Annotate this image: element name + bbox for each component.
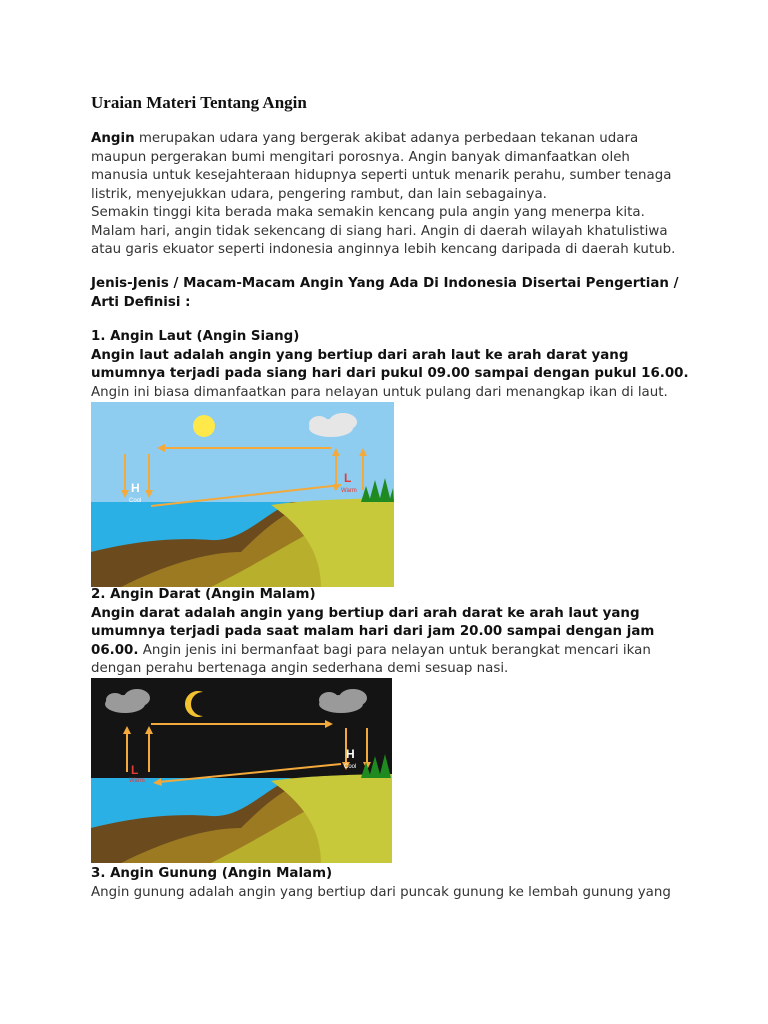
section-heading: 2. Angin Darat (Angin Malam) — [91, 587, 316, 602]
sun-icon — [193, 415, 215, 437]
section-text: Angin ini biasa dimanfaatkan para nelayan untuk pulang dari menangkap ikan di laut. — [91, 384, 668, 400]
section-bold-text: Angin darat adalah angin yang bertiup dari arah darat ke arah laut yang umumnya terjadi pada saat malam hari dari jam 20.00 sampai dengan jam 06.00. — [91, 605, 655, 658]
section-bold-text: Angin laut adalah angin yang bertiup dari arah laut ke arah darat yang umumnya terjadi pada siang hari dari pukul 09.00 sampai dengan pukul 16.00. — [91, 347, 689, 381]
warm-label: Warm — [129, 778, 145, 784]
section-heading: 3. Angin Gunung (Angin Malam) — [91, 866, 333, 881]
land-breeze-diagram — [91, 678, 392, 863]
cool-label: Cool — [129, 498, 142, 504]
intro-text: merupakan udara yang bergerak akibat adanya perbedaan tekanan udara maupun pergerakan bumi mengitari porosnya. Angin banyak dimanfaatkan oleh manusia untuk kesejahteraan hidupnya seperti untuk menarik perahu, sumber tenaga listrik, menyejukkan udara, pengering rambut, dan lain sebagainya. — [91, 131, 672, 202]
document-title: Uraian Materi Tentang Angin — [91, 93, 307, 112]
section-angin-laut — [91, 328, 691, 402]
section-heading: 1. Angin Laut (Angin Siang) — [91, 329, 300, 344]
sea-breeze-illustration — [91, 402, 394, 587]
low-pressure-label: L — [344, 471, 352, 485]
cool-label: Cool — [344, 764, 357, 770]
low-pressure-label: L — [131, 763, 139, 777]
intro-line-3: Malam hari, angin tidak sekencang di siang hari. Angin di daerah wilayah khatulistiwa atau garis ekuator seperti indonesia anginnya lebih kencang daripada di daerah kutub. — [91, 223, 676, 257]
section-angin-gunung — [91, 865, 691, 902]
section-text: Angin jenis ini bermanfaat bagi para nelayan untuk berangkat mencari ikan dengan perahu bertenaga angin sederhana demi sesuap nasi. — [91, 642, 651, 676]
land-breeze-illustration — [91, 678, 392, 863]
types-heading: Jenis-Jenis / Macam-Macam Angin Yang Ada Di Indonesia Disertai Pengertian / Arti Definisi : — [91, 276, 679, 310]
intro-term: Angin — [91, 131, 135, 146]
sea-breeze-diagram — [91, 402, 394, 587]
section-angin-darat — [91, 586, 691, 679]
intro-paragraph — [91, 130, 691, 260]
high-pressure-label: H — [131, 481, 140, 495]
intro-line-2: Semakin tinggi kita berada maka semakin kencang pula angin yang menerpa kita. — [91, 205, 645, 220]
section-text: Angin gunung adalah angin yang bertiup dari puncak gunung ke lembah gunung yang — [91, 884, 671, 900]
warm-label: Warm — [341, 488, 357, 494]
high-pressure-label: H — [346, 747, 355, 761]
